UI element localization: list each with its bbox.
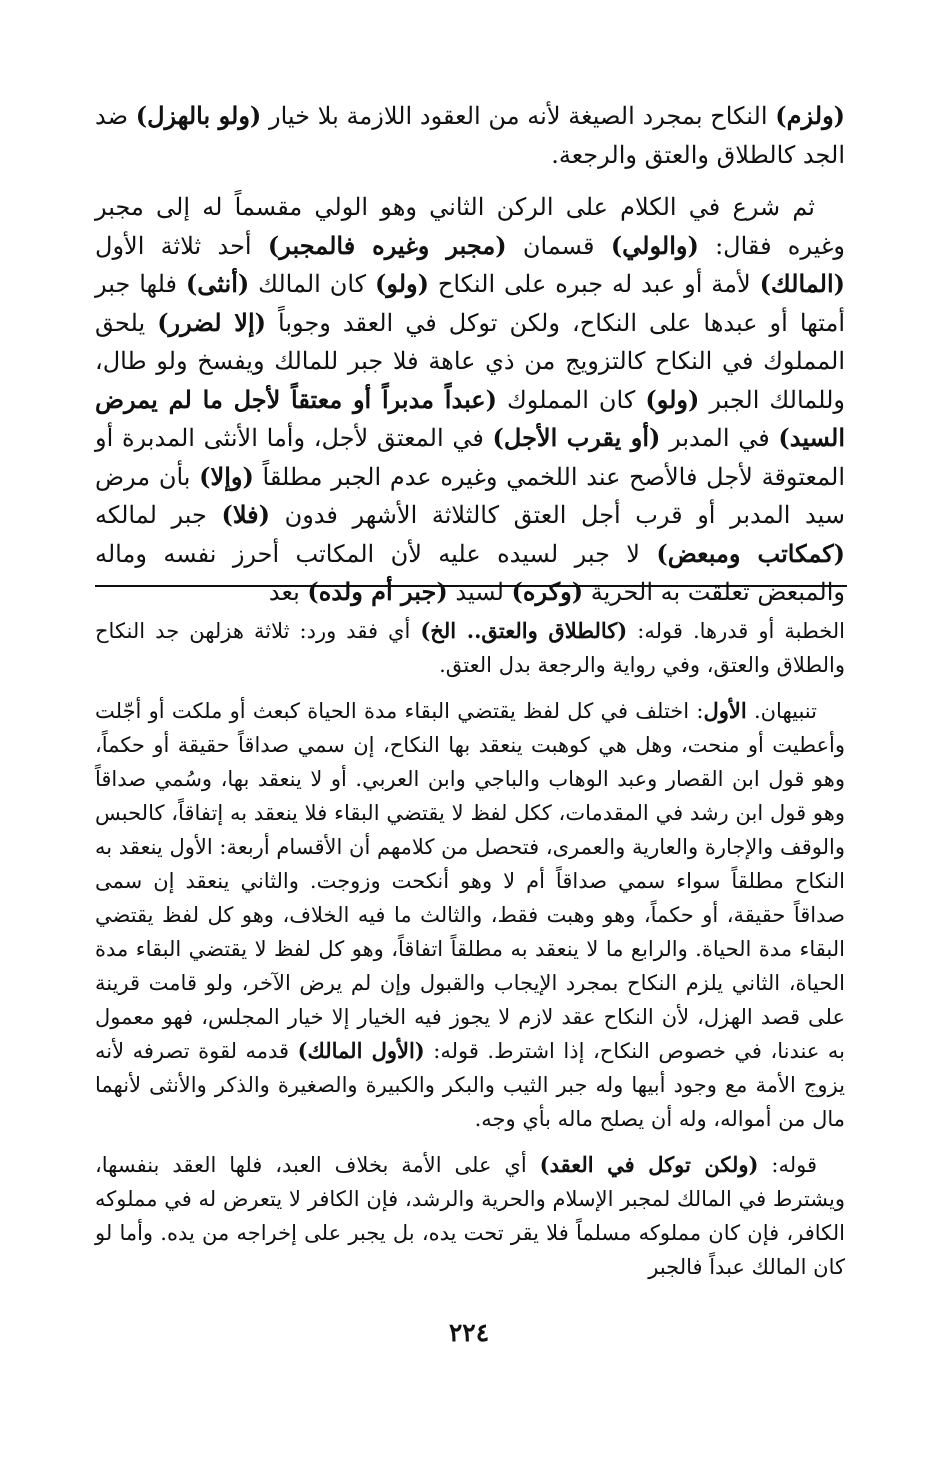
text-run: لا جبر لسيده عليه لأن المكاتب أحرز نفسه وماله والمبعض تعلقت به الحرية xyxy=(95,539,845,606)
bold-term: (أو يقرب الأجل) xyxy=(492,423,661,452)
footnotes xyxy=(95,614,845,1296)
bold-term: (ولو) xyxy=(374,269,429,298)
bold-term: (الأول المالك) xyxy=(297,1038,425,1063)
footnote-paragraph xyxy=(95,614,845,682)
bold-term: (كالطلاق والعتق.. الخ) xyxy=(420,618,628,643)
bold-term: (أنثى) xyxy=(185,269,250,298)
main-paragraph xyxy=(95,97,845,174)
bold-term: (مجبر وغيره فالمجبر) xyxy=(267,230,507,260)
bold-term: (إلا لضرر) xyxy=(157,307,266,337)
text-run: في المدبر xyxy=(660,424,779,452)
bold-term: (فلا) xyxy=(221,500,270,529)
text-run: كان المملوك xyxy=(496,385,646,414)
bold-term: الأول xyxy=(703,698,747,723)
text-run: لسيد xyxy=(447,578,512,606)
text-run: قدمه لقوة تصرفه لأنه يزوج الأمة مع وجود أبيها وله جبر الثيب والبكر والكبيرة والصغيرة والذكر والأنثى لأنهما مال من أمواله، وله أن يصلح ماله بأي وجه. xyxy=(95,1039,845,1131)
footnote-paragraph xyxy=(95,694,845,1136)
text-run: جبر لمالكه xyxy=(95,501,222,529)
text-run: يلحق المملوك في النكاح كالتزويج من ذي عاهة فلا جبر للمالك ويفسخ ولو طال، وللمالك الجبر xyxy=(95,308,845,414)
main-text xyxy=(95,97,845,626)
text-run: ضد الجد كالطلاق والعتق والرجعة. xyxy=(95,102,845,169)
text-run: ثم شرع في الكلام على الركن الثاني وهو الولي مقسماً له إلى مجبر وغيره فقال: xyxy=(95,193,846,260)
text-run: : اختلف في كل لفظ يقتضي البقاء مدة الحياة كبعث أو ملكت أو أجّلت وأعطيت أو منحت، وهل هي كوهبت ينعقد بها النكاح، إن سمي صداقاً حقيقة أو حكماً، وهو قول ابن القصار وعبد الوهاب والباجي وابن العربي. أو لا ينعقد بها، وسُمي صداقاً وهو قول ابن رشد في المقدمات، ككل لفظ لا يقتضي البقاء فلا ينعقد به إتفاقاً، كالحبس والوقف والإجارة والعارية والعمرى، فتحصل من كلامهم أن الأقسام أربعة: الأول ينعقد به النكاح مطلقاً سواء سمي صداقاً أم لا وهو أنكحت وزوجت. والثاني ينعقد إن سمى صداقاً حقيقة، أو حكماً، وهو وهبت فقط، والثالث ما فيه الخلاف، وهو كل لفظ يقتضي البقاء مدة الحياة. والرابع ما لا ينعقد به مطلقاً اتفاقاً، وهو كل لفظ لا يقتضي البقاء مدة الحياة، الثاني يلزم النكاح بمجرد الإيجاب والقبول وإن لم يرض الآخر، ولو قامت قرينة على قصد الهزل، لأن النكاح عقد لازم لا يجوز فيه الخيار إلا خيار المجلس، فهو معمول به عندنا، في خصوص النكاح، إذا اشترط. قوله: xyxy=(95,699,845,1063)
bold-term: (وكره) xyxy=(511,577,584,606)
bold-term: (جبر أم ولده) xyxy=(307,577,448,606)
text-run: أحد ثلاثة الأول xyxy=(95,231,268,260)
bold-term: (المالك) xyxy=(759,269,845,298)
bold-term: (ولكن توكل في العقد) xyxy=(539,1152,759,1177)
text-run: في المعتق لأجل، وأما الأنثى المدبرة أو المعتوقة لأجل فالأصح عند اللخمي وغيره عدم الجبر مطلقاً xyxy=(95,424,845,491)
text-run: النكاح بمجرد الصيغة لأنه من العقود اللازمة بلا خيار xyxy=(261,102,776,130)
bold-term: (والولي) xyxy=(610,230,699,260)
text-run: فلها جبر أمتها أو عبدها على النكاح، ولكن توكل في العقد وجوباً xyxy=(95,270,846,337)
text-run: قسمان xyxy=(506,231,611,260)
page-number: ٢٢٤ xyxy=(448,1318,490,1347)
footnote-divider xyxy=(95,585,847,587)
text-run: لأمة أو عبد له جبره على النكاح xyxy=(428,270,760,298)
text-run: أي على الأمة بخلاف العبد، فلها العقد بنفسها، ويشترط في المالك لمجبر الإسلام والحرية والرشد، فإن الكافر لا يتعرض له في مملوكه الكافر، فإن كان مملوكه مسلماً فلا يقر تحت يده، بل يجبر على إخراجه من يده. وأما لو كان المالك عبداً فالجبر xyxy=(95,1153,845,1279)
main-paragraph xyxy=(95,188,845,612)
text-run: بأن مرض سيد المدبر أو قرب أجل العتق كالثلاثة الأشهر فدون xyxy=(95,462,846,529)
bold-term: (ولزم) xyxy=(775,101,846,130)
bold-term: (ولو) xyxy=(645,384,700,414)
bold-term: (عبداً مدبراً أو معتقاً لأجل ما لم يمرض السيد) xyxy=(95,384,845,452)
footnote-paragraph xyxy=(95,1148,845,1284)
text-run: قوله: xyxy=(758,1153,818,1177)
bold-term: (وإلا) xyxy=(199,461,254,491)
text-run: أي فقد ورد: ثلاثة هزلهن جد النكاح والطلاق والعتق، وفي رواية والرجعة بدل العتق. xyxy=(95,619,845,677)
bold-term: (ولو بالهزل) xyxy=(135,101,262,130)
text-run: تنبيهان. xyxy=(746,699,817,723)
text-run: الخطبة أو قدرها. قوله: xyxy=(627,619,845,643)
bold-term: (كمكاتب ومبعض) xyxy=(656,538,845,568)
text-run: بعد xyxy=(268,578,308,606)
text-run: كان المالك xyxy=(249,270,375,298)
